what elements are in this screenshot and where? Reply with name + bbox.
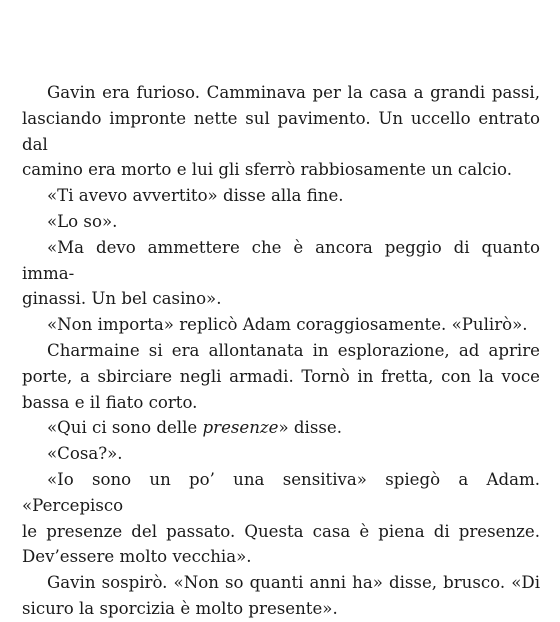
paragraph [22, 415, 540, 441]
text-line: «Non importa» replicò Adam coraggiosamente. «Pulirò». [47, 315, 528, 335]
italic-text-run: presenze [202, 418, 279, 438]
paragraph [22, 467, 540, 570]
text-line: bassa e il fiato corto. [22, 392, 198, 412]
text-line: ginassi. Un bel casino». [22, 289, 222, 309]
text-run: «Qui ci sono delle [47, 418, 203, 438]
text-line: Charmaine si era allontanata in esplorazione, ad aprire [47, 340, 540, 360]
text-line: «Ti avevo avvertito» disse alla fine. [47, 186, 344, 206]
text-line: lasciando impronte nette sul pavimento. Un uccello entrato dal [22, 108, 540, 154]
text-line: sicuro la sporcizia è molto presente». [22, 598, 338, 618]
paragraph [22, 338, 540, 415]
text-line [22, 415, 540, 441]
text-line: «Io sono un po’ una sensitiva» spiegò a Adam. «Percepisco [22, 469, 540, 515]
paragraph [22, 312, 540, 338]
paragraph [22, 235, 540, 312]
text-line: le presenze del passato. Questa casa è piena di presenze. [22, 521, 540, 541]
text-run: » disse. [278, 418, 342, 438]
paragraph [22, 209, 540, 235]
text-line: camino era morto e lui gli sferrò rabbiosamente un calcio. [22, 160, 512, 180]
text-line: «Lo so». [47, 211, 118, 231]
paragraph [22, 570, 540, 622]
text-line: Gavin era furioso. Camminava per la casa a grandi passi, [47, 83, 540, 102]
book-page [22, 80, 540, 622]
paragraph [22, 80, 540, 183]
text-line: «Cosa?». [47, 444, 123, 464]
text-line: Dev’essere molto vecchia». [22, 547, 252, 567]
paragraph [22, 183, 540, 209]
text-line: porte, a sbirciare negli armadi. Tornò in fretta, con la voce [22, 366, 540, 386]
text-line: «Ma devo ammettere che è ancora peggio di quanto imma- [22, 237, 540, 283]
paragraph [22, 441, 540, 467]
text-line: Gavin sospirò. «Non so quanti anni ha» disse, brusco. «Di [47, 573, 540, 593]
